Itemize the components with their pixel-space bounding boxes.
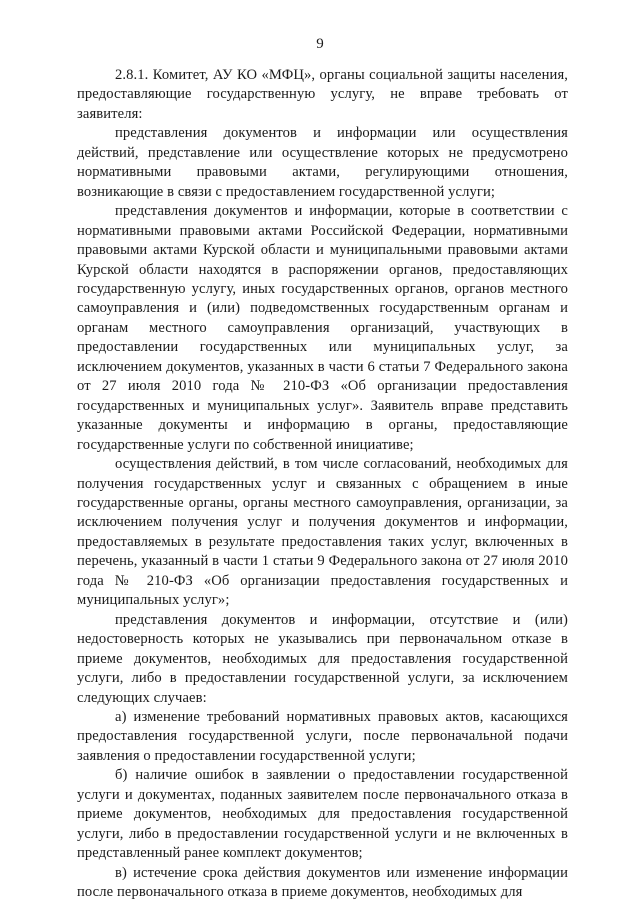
paragraph-subitem-b: б) наличие ошибок в заявлении о предоставлении государственной услуги и документах, поданных заявителем после первоначального отказа в приеме документов, необходимых для предоставления государственной услуги, либо в предоставлении государственной услуги и не включенных в представленный ранее комплект документов; bbox=[77, 767, 568, 862]
paragraph-item: осуществления действий, в том числе согласований, необходимых для получения государственных услуг и связанных с обращением в иные государственные органы, органы местного самоуправления, организации, за исключением получения услуг и получения документов и информации, предоставляемых в результате предоставления таких услуг, включенных в перечень, указанный в части 1 статьи 9 Федерального закона от 27 июля 2010 года № 210-ФЗ «Об организации предоставления государственных и муниципальных услуг»; bbox=[77, 456, 568, 609]
paragraph-item: представления документов и информации, отсутствие и (или) недостоверность которых не указывались при первоначальном отказе в приеме документов, необходимых для предоставления государственной услуги, либо в предоставлении государственной услуги, за исключением следующих случаев: bbox=[77, 611, 568, 706]
paragraph-subitem-a: а) изменение требований нормативных правовых актов, касающихся предоставления государственной услуги, после первоначальной подачи заявления о предоставлении государственной услуги; bbox=[77, 708, 568, 764]
paragraph-subitem-c: в) истечение срока действия документов или изменение информации после первоначального отказа в приеме документов, необходимых для bbox=[77, 864, 568, 901]
page-number: 9 bbox=[316, 36, 324, 52]
paragraph-intro: 2.8.1. Комитет, АУ КО «МФЦ», органы социальной защиты населения, предоставляющие государственную услугу, не вправе требовать от заявителя: bbox=[77, 67, 568, 122]
paragraph-item: представления документов и информации, которые в соответствии с нормативными правовыми актами Российской Федерации, нормативными правовыми актами Курской области и муниципальными правовыми актами Курской области находятся в распоряжении органов, предоставляющих государственную услугу, иных государственных органов, органов местного самоуправления и (или) подведомственных государственным органам и органам местного самоуправления организаций, участвующих в предоставлении государственных или муниципальных услуг, за исключением документов, указанных в части 6 статьи 7 Федерального закона от 27 июля 2010 года № 210-ФЗ «Об организации предоставления государственных и муниципальных услуг». Заявитель вправе представить указанные документы и информацию в органы, предоставляющие государственные услуги по собственной инициативе; bbox=[77, 203, 568, 453]
document-body bbox=[77, 66, 568, 902]
paragraph-item: представления документов и информации или осуществления действий, представление или осуществление которых не предусмотрено нормативными правовыми актами, регулирующими отношения, возникающие в связи с предоставлением государственной услуги; bbox=[77, 125, 568, 200]
